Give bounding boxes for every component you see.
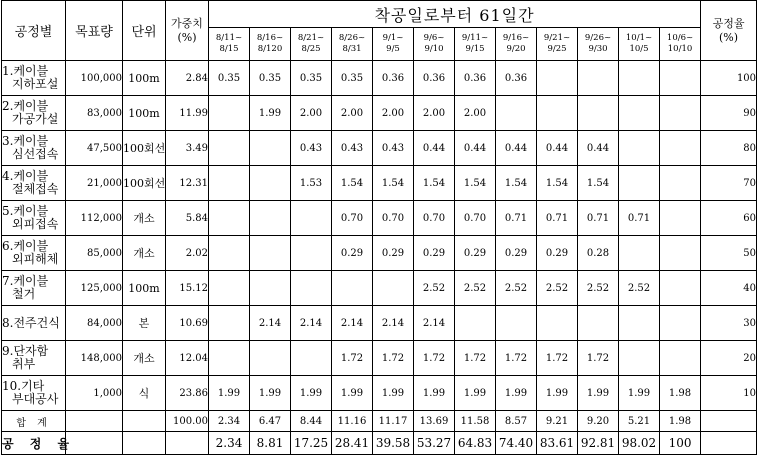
total-period-value: 8.57 [496,411,537,432]
period-value: 2.00 [332,96,373,131]
period-value: 1.72 [414,341,455,376]
table-row [2,96,757,131]
total-period-value: 5.21 [619,411,660,432]
total-period-value: 6.47 [250,411,291,432]
period-value: 1.99 [209,376,250,411]
period-value [619,306,660,341]
cumulative-period-value: 39.58 [373,432,414,455]
period-value: 0.44 [414,131,455,166]
total-unit [123,411,166,432]
work-item-name [2,376,66,411]
period-value [209,96,250,131]
progress-rate: 30 [701,306,757,341]
unit: 100m [123,96,166,131]
period-header [537,28,578,61]
period-to: 9/30 [588,44,608,54]
period-value: 2.14 [250,306,291,341]
period-value: 1.72 [578,341,619,376]
work-item-name [2,131,66,166]
weight-percent: 12.31 [166,166,209,201]
period-value [455,306,496,341]
period-from: 9/1~ [382,33,404,43]
period-value [537,61,578,96]
unit: 100m [123,271,166,306]
period-value: 2.00 [291,96,332,131]
table-row [2,201,757,236]
period-value [250,131,291,166]
total-target [66,411,123,432]
total-period-value: 2.34 [209,411,250,432]
weight-percent: 23.86 [166,376,209,411]
unit: 개소 [123,201,166,236]
period-value: 0.70 [373,201,414,236]
period-value: 0.29 [373,236,414,271]
cumulative-period-value: 92.81 [578,432,619,455]
target-quantity: 148,000 [66,341,123,376]
period-value: 0.71 [619,201,660,236]
unit: 식 [123,376,166,411]
period-value: 2.00 [414,96,455,131]
period-value [250,341,291,376]
period-value [250,236,291,271]
total-period-value: 11.58 [455,411,496,432]
period-value: 2.52 [455,271,496,306]
work-item-line2: 절체접속 [12,182,59,196]
period-value: 0.29 [414,236,455,271]
total-period-value: 1.98 [660,411,701,432]
period-value [291,236,332,271]
progress-rate: 60 [701,201,757,236]
period-to: 9/10 [424,44,444,54]
period-value [578,61,619,96]
period-value: 1.99 [332,376,373,411]
period-value [660,306,701,341]
period-value: 1.99 [619,376,660,411]
target-quantity: 1,000 [66,376,123,411]
period-header [373,28,414,61]
period-value: 0.35 [250,61,291,96]
period-value [660,271,701,306]
period-value: 1.99 [250,96,291,131]
header-target: 목표량 [66,1,123,61]
target-quantity: 125,000 [66,271,123,306]
unit: 100회선 [123,131,166,166]
target-quantity: 84,000 [66,306,123,341]
period-from: 10/6~ [666,33,694,43]
period-header [250,28,291,61]
period-value: 0.70 [332,201,373,236]
period-value: 1.54 [332,166,373,201]
weight-percent: 12.04 [166,341,209,376]
period-value [660,131,701,166]
work-item-name [2,201,66,236]
cumulative-weight [166,432,209,455]
total-period-value: 9.21 [537,411,578,432]
period-value [209,271,250,306]
period-value: 0.70 [455,201,496,236]
period-from: 9/11~ [461,33,489,43]
cumulative-period-value: 74.40 [496,432,537,455]
total-period-value: 11.17 [373,411,414,432]
period-value: 1.54 [414,166,455,201]
period-to: 9/15 [465,44,485,54]
period-value [660,61,701,96]
unit: 본 [123,306,166,341]
period-value: 0.35 [209,61,250,96]
period-value: 1.72 [537,341,578,376]
table-row [2,131,757,166]
total-weight: 100.00 [166,411,209,432]
period-from: 9/21~ [543,33,571,43]
period-value: 0.71 [496,201,537,236]
period-header [291,28,332,61]
period-value: 0.35 [291,61,332,96]
period-value: 0.29 [537,236,578,271]
period-value: 2.14 [373,306,414,341]
period-value: 0.29 [496,236,537,271]
total-period-value: 8.44 [291,411,332,432]
period-to: 9/25 [547,44,567,54]
total-label: 합 계 [2,411,66,432]
period-value: 2.00 [455,96,496,131]
period-value: 2.52 [578,271,619,306]
period-from: 8/21~ [297,33,325,43]
period-value [619,61,660,96]
cumulative-period-value: 100 [660,432,701,455]
work-item-line2: 외피접속 [12,217,59,231]
weight-percent: 2.84 [166,61,209,96]
table-row [2,306,757,341]
period-value: 0.36 [414,61,455,96]
work-item-line1: 4.케이블 [2,169,49,183]
work-item-line1: 1.케이블 [2,64,49,78]
progress-rate: 50 [701,236,757,271]
period-header [209,28,250,61]
work-item-line1: 9.단자함 [2,344,49,358]
period-value [496,96,537,131]
target-quantity: 85,000 [66,236,123,271]
period-value [209,341,250,376]
period-value: 1.54 [578,166,619,201]
weight-percent: 11.99 [166,96,209,131]
period-value [250,166,291,201]
period-value: 1.99 [291,376,332,411]
target-quantity: 21,000 [66,166,123,201]
work-item-line2: 가공가설 [12,112,59,126]
work-item-line1: 2.케이블 [2,99,49,113]
work-item-line2: 외피해체 [12,252,59,266]
period-value: 0.36 [496,61,537,96]
cumulative-period-value: 2.34 [209,432,250,455]
period-value [660,201,701,236]
period-value [660,96,701,131]
work-item-line2: 부대공사 [12,392,59,406]
period-from: 8/26~ [338,33,366,43]
total-period-value: 13.69 [414,411,455,432]
work-item-line2: 취부 [12,357,36,371]
period-header [332,28,373,61]
work-item-line1: 5.케이블 [2,204,49,218]
period-value [660,236,701,271]
period-value [291,201,332,236]
work-item-line2: 심선접속 [12,147,59,161]
period-value [209,131,250,166]
period-header [660,28,701,61]
period-value: 1.72 [496,341,537,376]
period-value: 1.99 [414,376,455,411]
header-unit: 단위 [123,1,166,61]
period-value: 1.72 [332,341,373,376]
weight-percent: 15.12 [166,271,209,306]
target-quantity: 112,000 [66,201,123,236]
period-to: 8/15 [219,44,239,54]
progress-rate: 100 [701,61,757,96]
progress-rate: 90 [701,96,757,131]
period-value [537,306,578,341]
period-value: 1.53 [291,166,332,201]
period-value [619,236,660,271]
period-value: 1.99 [578,376,619,411]
work-item-name [2,61,66,96]
table-row [2,236,757,271]
cumulative-period-value: 98.02 [619,432,660,455]
work-item-line1: 8.전주건식 [2,315,60,330]
header-work: 공정별 [2,1,66,61]
period-value: 0.29 [455,236,496,271]
cumulative-period-value: 28.41 [332,432,373,455]
period-value: 1.72 [373,341,414,376]
table-row [2,341,757,376]
period-from: 9/6~ [423,33,445,43]
schedule-table [1,0,757,455]
period-value [209,306,250,341]
period-value: 0.71 [578,201,619,236]
period-from: 9/16~ [502,33,530,43]
period-value [291,271,332,306]
period-value: 2.00 [373,96,414,131]
period-value: 2.52 [537,271,578,306]
period-value: 2.52 [496,271,537,306]
period-value [537,96,578,131]
period-value [250,271,291,306]
period-value [373,271,414,306]
target-quantity: 83,000 [66,96,123,131]
table-row [2,271,757,306]
unit: 개소 [123,341,166,376]
weight-percent: 10.69 [166,306,209,341]
period-value: 1.54 [455,166,496,201]
period-value: 2.14 [291,306,332,341]
cumulative-rate [701,432,757,455]
period-value: 1.54 [537,166,578,201]
period-value: 1.72 [455,341,496,376]
period-value: 0.71 [537,201,578,236]
progress-rate: 40 [701,271,757,306]
period-from: 8/16~ [256,33,284,43]
period-value: 0.36 [455,61,496,96]
period-value: 0.43 [373,131,414,166]
period-header [414,28,455,61]
period-value: 2.14 [332,306,373,341]
period-value [619,166,660,201]
cumulative-label: 공 정 율 [2,432,66,455]
period-value [578,306,619,341]
period-value [250,201,291,236]
work-item-line1: 10.기타 [2,379,45,393]
period-value: 2.14 [414,306,455,341]
period-value: 0.44 [578,131,619,166]
period-value: 0.43 [291,131,332,166]
period-value: 0.70 [414,201,455,236]
period-value [660,341,701,376]
period-value: 2.52 [414,271,455,306]
period-value: 1.99 [496,376,537,411]
progress-rate: 10 [701,376,757,411]
table-row [2,166,757,201]
period-value: 1.54 [496,166,537,201]
cumulative-period-value: 64.83 [455,432,496,455]
period-value: 0.44 [455,131,496,166]
period-value: 0.43 [332,131,373,166]
period-header [578,28,619,61]
work-item-line1: 6.케이블 [2,239,49,253]
target-quantity: 100,000 [66,61,123,96]
period-to: 8/120 [257,44,283,54]
period-from: 9/26~ [584,33,612,43]
weight-percent: 2.02 [166,236,209,271]
period-value: 1.99 [373,376,414,411]
work-item-name [2,306,66,341]
weight-percent: 5.84 [166,201,209,236]
period-value: 0.28 [578,236,619,271]
target-quantity: 47,500 [66,131,123,166]
cumulative-unit [123,432,166,455]
cumulative-period-value: 8.81 [250,432,291,455]
work-item-name [2,271,66,306]
progress-rate: 70 [701,166,757,201]
period-value [619,341,660,376]
work-item-name [2,96,66,131]
period-header [455,28,496,61]
period-value: 0.29 [332,236,373,271]
unit: 100회선 [123,166,166,201]
period-value [332,271,373,306]
weight-percent: 3.49 [166,131,209,166]
period-header [496,28,537,61]
period-value: 1.99 [250,376,291,411]
period-value [619,96,660,131]
period-value [578,96,619,131]
unit: 개소 [123,236,166,271]
period-value [291,341,332,376]
progress-rate: 20 [701,341,757,376]
period-value: 0.44 [496,131,537,166]
cumulative-period-value: 17.25 [291,432,332,455]
period-to: 8/25 [301,44,321,54]
period-value: 1.99 [537,376,578,411]
total-rate [701,411,757,432]
period-value [496,306,537,341]
unit: 100m [123,61,166,96]
period-from: 8/11~ [215,33,243,43]
cumulative-period-value: 53.27 [414,432,455,455]
period-to: 10/5 [629,44,649,54]
work-item-line1: 7.케이블 [2,274,49,288]
period-to: 9/20 [506,44,526,54]
period-value [660,166,701,201]
period-value: 0.44 [537,131,578,166]
period-value: 2.52 [619,271,660,306]
header-span-title: 착공일로부터 61일간 [209,1,701,28]
work-item-name [2,236,66,271]
table-row [2,61,757,96]
work-item-name [2,341,66,376]
table-row [2,376,757,411]
period-value [209,236,250,271]
period-value: 1.99 [455,376,496,411]
period-to: 9/5 [386,44,400,54]
work-item-line1: 3.케이블 [2,134,49,148]
work-item-line2: 철거 [12,287,36,301]
period-value: 1.98 [660,376,701,411]
period-to: 8/31 [342,44,362,54]
progress-rate: 80 [701,131,757,166]
period-header [619,28,660,61]
cumulative-period-value: 83.61 [537,432,578,455]
period-from: 10/1~ [625,33,653,43]
total-period-value: 11.16 [332,411,373,432]
work-item-name [2,166,66,201]
period-value: 0.35 [332,61,373,96]
period-value [209,201,250,236]
period-value [619,131,660,166]
total-period-value: 9.20 [578,411,619,432]
period-value: 1.54 [373,166,414,201]
header-rate: 공정율 (%) [701,1,757,61]
work-item-line2: 지하포설 [12,77,59,91]
period-value [209,166,250,201]
header-weight: 가중치 (%) [166,1,209,61]
period-to: 10/10 [667,44,693,54]
period-value: 0.36 [373,61,414,96]
